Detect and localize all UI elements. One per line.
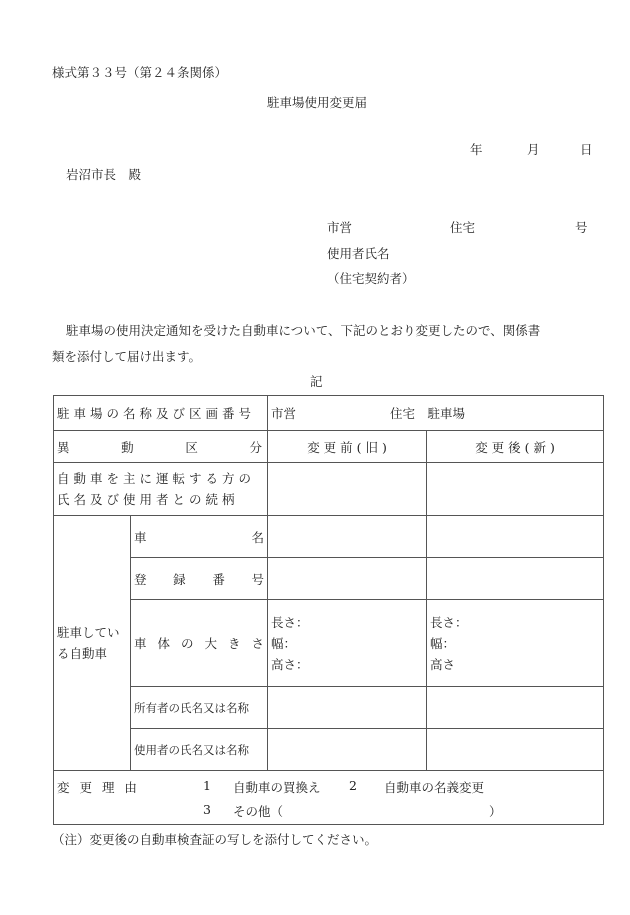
date-month-label: 月 (527, 142, 540, 157)
driver-row (54, 463, 604, 516)
reason-cell (54, 771, 604, 825)
reg-number-char: 号 (251, 571, 264, 587)
parking-municipal-text: 市営 (271, 406, 297, 421)
page-title: 駐車場使用変更届 (267, 95, 368, 110)
vehicle-group-label (54, 516, 131, 771)
owner-row (54, 687, 604, 729)
reg-number-after-field[interactable] (427, 558, 604, 600)
reason-row (54, 771, 604, 825)
user-after-field[interactable] (427, 729, 604, 771)
category-char: 動 (121, 439, 134, 455)
user-row (54, 729, 604, 771)
reason-2-text[interactable]: 自動車の名義変更 (384, 779, 485, 795)
size-char: 大 (204, 636, 218, 651)
date-year-label: 年 (470, 142, 483, 157)
owner-before-field[interactable] (268, 687, 427, 729)
size-after-field[interactable] (427, 600, 604, 687)
municipal-label: 市営 (327, 220, 353, 235)
size-label (131, 600, 268, 687)
reason-1-text[interactable]: 自動車の買換え (233, 779, 321, 795)
height-label: 高さ (430, 656, 456, 672)
reg-number-label (131, 558, 268, 600)
driver-label (54, 463, 268, 516)
reg-number-char: 録 (173, 571, 186, 587)
car-name-label (131, 516, 268, 558)
category-label (54, 431, 268, 463)
size-row (54, 600, 604, 687)
note: （注）変更後の自動車検査証の写しを添付してください。 (52, 832, 378, 847)
number-label: 号 (575, 220, 588, 235)
after-header: 変 更 後 ( 新 ) (427, 431, 604, 463)
before-header: 変 更 前 ( 旧 ) (268, 431, 427, 463)
car-name-row (54, 516, 604, 558)
header-row (54, 431, 604, 463)
parking-name-row (54, 396, 604, 431)
car-name-before-field[interactable] (268, 516, 427, 558)
size-char: き (228, 636, 241, 651)
reg-number-before-field[interactable] (268, 558, 427, 600)
length-label: 長さ： (430, 614, 468, 630)
size-before-field[interactable] (268, 600, 427, 687)
size-char: 車 (134, 636, 147, 651)
height-label: 高さ： (271, 656, 309, 672)
body-text-line2: 類を添付して届け出ます。 (52, 349, 202, 364)
parking-housing-text: 住宅 駐車場 (390, 406, 466, 421)
applicant-name-label: 使用者氏名 (327, 246, 390, 261)
reg-number-char: 番 (212, 571, 225, 587)
vehicle-group-line1: 駐車してい (57, 625, 120, 640)
driver-label-line2: 氏名及び使用者との続柄 (57, 492, 239, 507)
car-name-char: 名 (251, 529, 265, 545)
category-char: 分 (249, 439, 262, 455)
reason-3-number[interactable]: 3 (203, 801, 211, 817)
date-day-label: 日 (580, 142, 593, 157)
owner-label: 所有者の氏名又は名称 (131, 687, 268, 729)
housing-label: 住宅 (450, 220, 476, 235)
size-char: さ (251, 636, 265, 651)
width-label: 幅： (430, 635, 456, 651)
parking-name-field[interactable] (268, 396, 604, 431)
driver-before-field[interactable] (268, 463, 427, 516)
owner-after-field[interactable] (427, 687, 604, 729)
category-char: 区 (185, 439, 198, 455)
car-name-char: 車 (134, 529, 147, 545)
contract-label: （住宅契約者） (327, 271, 415, 286)
size-char: の (181, 636, 194, 651)
reg-number-row (54, 558, 604, 600)
length-label: 長さ： (271, 614, 309, 630)
reason-1-number[interactable]: 1 (203, 777, 211, 793)
size-char: 体 (157, 636, 171, 651)
change-form-table (53, 395, 604, 825)
form-number: 様式第３３号（第２４条関係） (52, 65, 228, 80)
ki-label: 記 (310, 374, 323, 389)
driver-label-line1: 自動車を主に運転する方の (57, 471, 256, 486)
reason-3-text[interactable]: その他（ (233, 803, 284, 819)
vehicle-group-line2: る自動車 (57, 646, 108, 661)
reason-2-number[interactable]: 2 (349, 777, 357, 793)
width-label: 幅： (271, 635, 297, 651)
addressee: 岩沼市長 殿 (66, 167, 142, 182)
category-char: 異 (57, 439, 70, 455)
user-label: 使用者の氏名又は名称 (131, 729, 268, 771)
user-before-field[interactable] (268, 729, 427, 771)
reason-label: 変 更 理 由 (57, 779, 140, 795)
parking-name-label: 駐車場の名称及び区画番号 (54, 396, 268, 431)
driver-after-field[interactable] (427, 463, 604, 516)
reg-number-char: 登 (134, 571, 147, 587)
reason-3-close: ） (489, 803, 502, 819)
car-name-after-field[interactable] (427, 516, 604, 558)
body-text-line1: 駐車場の使用決定通知を受けた自動車について、下記のとおり変更したので、関係書 (66, 323, 541, 338)
